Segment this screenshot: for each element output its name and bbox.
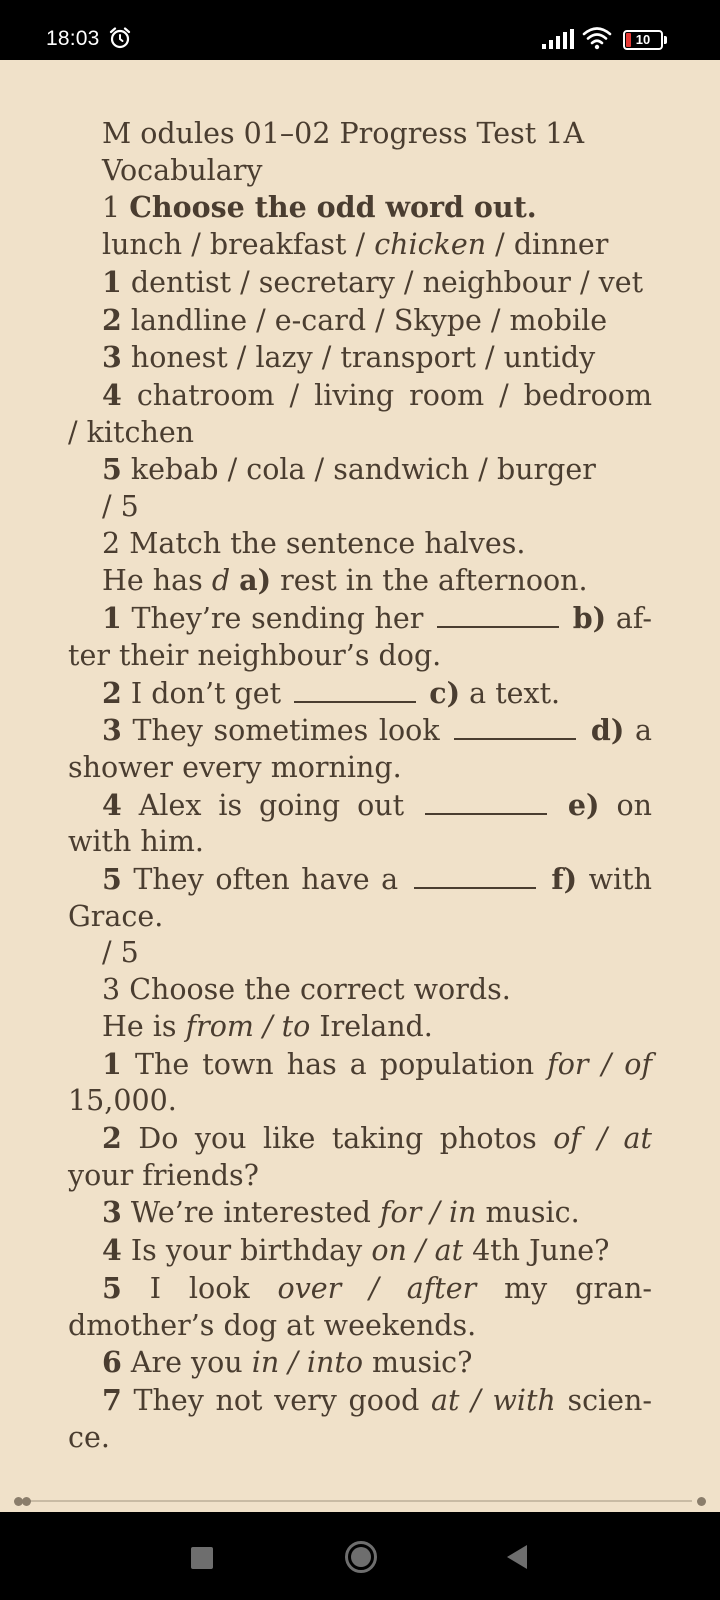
ex1-instruction: 1 Choose the odd word out. bbox=[102, 190, 537, 225]
ex2-example: He has d a) rest in the afternoon. bbox=[102, 563, 588, 598]
ex1-item-2: 2 landline / e-card / Skype / mobile bbox=[102, 302, 608, 337]
ex3-item-2-cont: your friends? bbox=[68, 1158, 259, 1192]
progress-dot-end bbox=[697, 1497, 706, 1506]
ex3-item-5-cont: dmother’s dog at weekends. bbox=[68, 1308, 477, 1342]
ex1-example: lunch / breakfast / chicken / dinner bbox=[102, 228, 609, 262]
reader-page[interactable] bbox=[0, 60, 720, 1512]
ex2-item-1: 1 They’re sending her b) af- bbox=[102, 601, 652, 636]
document-text bbox=[68, 116, 652, 1456]
signal-icon bbox=[542, 29, 574, 49]
answer-blank bbox=[294, 677, 416, 703]
reading-progress-bar[interactable] bbox=[14, 1496, 706, 1506]
answer-blank bbox=[454, 714, 576, 740]
ex2-item-1-cont: ter their neighbour’s dog. bbox=[68, 638, 442, 672]
ex2-item-3-cont: shower every morning. bbox=[68, 750, 402, 784]
ex1-item-4-cont: / kitchen bbox=[68, 415, 195, 449]
ex2-item-2: 2 I don’t get c) a text. bbox=[102, 675, 561, 710]
ex3-example: He is from / to Ireland. bbox=[102, 1009, 433, 1043]
ex1-item-3: 3 honest / lazy / transport / untidy bbox=[102, 340, 596, 375]
ex1-score: / 5 bbox=[102, 490, 139, 524]
ex2-item-3: 3 They sometimes look d) a bbox=[102, 713, 652, 748]
ex3-item-3: 3 We’re interested for / in music. bbox=[102, 1195, 580, 1230]
ex2-instruction: 2 Match the sentence halves. bbox=[102, 526, 526, 560]
ex3-item-4: 4 Is your birthday on / at 4th June? bbox=[102, 1233, 610, 1268]
ex3-item-6: 6 Are you in / into music? bbox=[102, 1345, 473, 1380]
status-bar bbox=[0, 0, 720, 60]
ex2-item-5-cont: Grace. bbox=[68, 899, 164, 933]
ex2-score: / 5 bbox=[102, 936, 139, 970]
battery-level: 10 bbox=[635, 32, 651, 47]
ex3-item-1-cont: 15,000. bbox=[68, 1084, 177, 1118]
ex1-item-5: 5 kebab / cola / sandwich / burger bbox=[102, 452, 596, 487]
document-title: M odules 01–02 Progress Test 1A bbox=[102, 117, 585, 150]
progress-thumb[interactable] bbox=[22, 1497, 31, 1506]
wifi-icon bbox=[582, 26, 612, 50]
ex3-item-1: 1 The town has a population for / of bbox=[102, 1046, 653, 1081]
ex3-item-5: 5 I look over / after my gran- bbox=[102, 1270, 652, 1305]
section-heading: Vocabulary bbox=[102, 153, 263, 187]
progress-line bbox=[28, 1500, 692, 1502]
ex3-item-7: 7 They not very good at / with scien- bbox=[102, 1382, 652, 1417]
home-icon[interactable] bbox=[344, 1540, 378, 1574]
ex3-item-7-cont: ce. bbox=[68, 1420, 110, 1454]
navigation-bar bbox=[0, 1512, 720, 1600]
answer-blank bbox=[437, 602, 559, 628]
ex2-item-4-cont: with him. bbox=[68, 825, 204, 859]
ex3-item-2: 2 Do you like taking photos of / at bbox=[102, 1120, 652, 1155]
battery-icon bbox=[623, 30, 667, 50]
recents-icon[interactable] bbox=[191, 1547, 213, 1569]
ex1-item-4: 4 chatroom / living room / bedroom bbox=[102, 377, 652, 412]
alarm-icon bbox=[108, 26, 132, 50]
back-icon[interactable] bbox=[505, 1543, 529, 1571]
ex2-item-5: 5 They often have a f) with bbox=[102, 862, 652, 897]
ex2-item-4: 4 Alex is going out e) on bbox=[102, 787, 652, 822]
answer-blank bbox=[425, 789, 547, 815]
answer-blank bbox=[414, 863, 536, 889]
ex3-instruction: 3 Choose the correct words. bbox=[102, 973, 511, 1007]
ex1-item-1: 1 dentist / secretary / neighbour / vet bbox=[102, 264, 644, 299]
status-clock: 18:03 bbox=[46, 27, 100, 50]
